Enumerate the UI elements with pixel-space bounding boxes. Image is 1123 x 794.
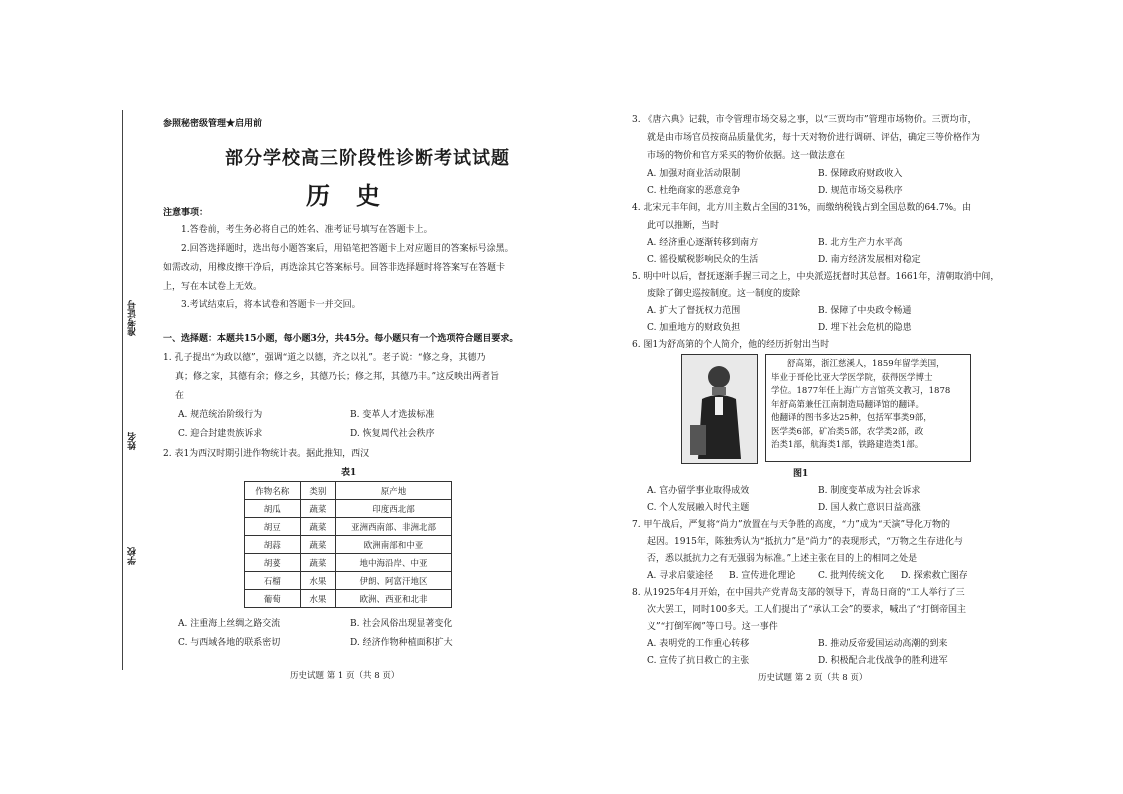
q5-option-a: A. 扩大了督抚权力范围 xyxy=(647,306,741,316)
q5-stem: 废除了御史巡按制度。这一制度的废除 xyxy=(647,289,801,299)
table-row xyxy=(245,554,452,572)
q5-stem: 5. 明中叶以后，督抚逐渐手握三司之上，中央派巡抚督时其总督。1661年，清朝取消中间， xyxy=(632,272,1000,282)
bio-line: 年舒高第兼任江南制造局翻译馆的翻译。 xyxy=(771,399,925,410)
notice-line: 如需改动，用橡皮擦干净后，再选涂其它答案标号。回答非选择题时将答案写在答题卡 xyxy=(163,263,506,273)
bio-line: 毕业于哥伦比亚大学医学院，获得医学博士 xyxy=(771,372,933,383)
q3-option-b: B. 保障政府财政收入 xyxy=(818,169,903,179)
bio-line: 医学类6部，矿冶类5部，农学类2部，政 xyxy=(771,426,924,437)
page-footer-left: 历史试题 第 1 页（共 8 页） xyxy=(290,671,400,681)
q4-option-b: B. 北方生产力水平高 xyxy=(818,238,903,248)
q1-option-a: A. 规范统治阶级行为 xyxy=(178,410,263,420)
table-header-row xyxy=(245,482,452,500)
q6-stem: 6. 图1为舒高第的个人简介，他的经历折射出当时 xyxy=(632,340,830,350)
notice-line: 上，写在本试卷上无效。 xyxy=(163,282,263,292)
q1-stem: 真；修之家，其德有余；修之乡，其德乃长；修之邦，其德乃丰。”这反映出两者旨 xyxy=(175,372,500,382)
table-cell: 蔬菜 xyxy=(300,518,335,536)
table-cell: 胡豆 xyxy=(245,518,301,536)
q3-stem: 市场的物价和官方采买的物价依据。这一做法意在 xyxy=(647,151,846,161)
bio-box xyxy=(765,354,971,462)
table-cell: 地中海沿岸、中亚 xyxy=(336,554,452,572)
table-header: 作物名称 xyxy=(245,482,301,500)
table-cell: 欧洲南部和中亚 xyxy=(336,536,452,554)
q7-stem: 否，悉以抵抗力之有无强弱为标准。”上述主张在目的上的相同之处是 xyxy=(647,554,918,564)
table-cell: 葡萄 xyxy=(245,590,301,608)
bio-line: 学位。1877年任上海广方言馆英文教习，1878 xyxy=(771,386,951,396)
name-label: 姓名 xyxy=(128,432,138,450)
table-cell: 石榴 xyxy=(245,572,301,590)
page-title: 部分学校高三阶段性诊断考试试题 xyxy=(225,148,510,169)
table-row xyxy=(245,536,452,554)
bio-line: 舒高第，浙江慈溪人，1859年留学美国， xyxy=(787,359,945,369)
table-header: 类别 xyxy=(300,482,335,500)
q1-option-d: D. 恢复周代社会秩序 xyxy=(350,429,435,439)
secrecy-label: 参照秘密级管理★启用前 xyxy=(163,119,263,129)
q1-option-b: B. 变革人才选拔标准 xyxy=(350,410,435,420)
notice-line: 1.答卷前，考生务必将自己的姓名、准考证号填写在答题卡上。 xyxy=(181,225,433,235)
q8-option-d: D. 积极配合北伐战争的胜利进军 xyxy=(818,656,948,666)
portrait-photo xyxy=(681,354,758,464)
table-cell: 胡蒜 xyxy=(245,536,301,554)
q7-option-d: D. 探索救亡图存 xyxy=(901,571,968,581)
q2-stem: 2. 表1为西汉时期引进作物统计表。据此推知，西汉 xyxy=(163,449,370,459)
table-cell: 印度西北部 xyxy=(336,500,452,518)
q5-option-c: C. 加重地方的财政负担 xyxy=(647,323,741,333)
q2-option-a: A. 注重海上丝绸之路交流 xyxy=(178,619,281,629)
q4-option-a: A. 经济重心逐渐转移到南方 xyxy=(647,238,759,248)
q3-stem: 3. 《唐六典》记载，市令管理市场交易之事，以“三贾均市”管理市场物价。三贾均市， xyxy=(632,115,977,125)
q7-stem: 起因。1915年，陈独秀认为“抵抗力”是“尚力”的表现形式，“万物之生存进化与 xyxy=(647,537,963,547)
q4-option-c: C. 徭役赋税影响民众的生活 xyxy=(647,255,759,265)
bio-line: 他翻译的图书多达25种，包括军事类9部， xyxy=(771,413,932,423)
table-row xyxy=(245,500,452,518)
table-row xyxy=(245,518,452,536)
q8-stem: 义”“打倒军阀”等口号。这一事件 xyxy=(647,622,778,632)
q8-stem: 8. 从1925年4月开始，在中国共产党青岛支部的领导下，青岛日商的“工人举行了三 xyxy=(632,588,965,598)
binding-line xyxy=(122,110,123,670)
q8-option-c: C. 宣传了抗日救亡的主张 xyxy=(647,656,750,666)
q3-option-c: C. 杜绝商家的恶意竞争 xyxy=(647,186,741,196)
q1-option-c: C. 迎合封建贵族诉求 xyxy=(178,429,263,439)
q3-option-a: A. 加强对商业活动限制 xyxy=(647,169,741,179)
school-label: 学校 xyxy=(128,547,138,565)
q8-option-b: B. 推动反帝爱国运动高潮的到来 xyxy=(818,639,948,649)
q4-stem: 此可以推断，当时 xyxy=(647,221,720,231)
table-cell: 水果 xyxy=(300,590,335,608)
bio-line: 治类1部，航海类1部，铁路建造类1部。 xyxy=(771,440,924,450)
q2-option-c: C. 与西域各地的联系密切 xyxy=(178,638,281,648)
table-header: 原产地 xyxy=(336,482,452,500)
q7-option-c: C. 批判传统文化 xyxy=(818,571,885,581)
q1-stem: 1. 孔子提出“为政以德”，强调“道之以德，齐之以礼”。老子说：“修之身，其德乃 xyxy=(163,353,486,363)
notice-line: 3.考试结束后，将本试卷和答题卡一并交回。 xyxy=(181,300,361,310)
table-row xyxy=(245,590,452,608)
q1-stem: 在 xyxy=(175,391,185,401)
crop-table xyxy=(244,481,452,608)
q5-option-b: B. 保障了中央政令畅通 xyxy=(818,306,912,316)
q8-option-a: A. 表明党的工作重心转移 xyxy=(647,639,750,649)
q7-option-b: B. 宣传进化理论 xyxy=(729,571,796,581)
q4-stem: 4. 北宋元丰年间，北方川主数占全国的31%，而缴纳税钱占到全国总数的64.7%。由 xyxy=(632,203,972,213)
exam-number-label: 准考证号 xyxy=(128,300,138,336)
table-cell: 胡荽 xyxy=(245,554,301,572)
table-cell: 伊朗、阿富汗地区 xyxy=(336,572,452,590)
q6-option-d: D. 国人救亡意识日益高涨 xyxy=(818,503,921,513)
q2-option-b: B. 社会风俗出现显著变化 xyxy=(350,619,453,629)
table-caption: 表1 xyxy=(341,468,357,478)
table-cell: 欧洲、西亚和北非 xyxy=(336,590,452,608)
table-cell: 蔬菜 xyxy=(300,536,335,554)
table-cell: 蔬菜 xyxy=(300,554,335,572)
table-row xyxy=(245,572,452,590)
table-cell: 亚洲西南部、非洲北部 xyxy=(336,518,452,536)
subject-title: 历史 xyxy=(306,181,406,210)
section-heading: 一、选择题：本题共15小题，每小题3分，共45分。每小题只有一个选项符合题目要求。 xyxy=(163,334,519,344)
q3-option-d: D. 规范市场交易秩序 xyxy=(818,186,903,196)
q8-stem: 次大罢工，同时100多天。工人们提出了“承认工会”的要求，喊出了“打倒帝国主 xyxy=(647,605,966,615)
table-cell: 水果 xyxy=(300,572,335,590)
figure-caption: 图1 xyxy=(793,469,809,479)
table-cell: 胡瓜 xyxy=(245,500,301,518)
q3-stem: 就是由市场官员按商品质量优劣，每十天对物价进行调研、评估，确定三等价格作为 xyxy=(647,133,981,143)
q6-option-a: A. 官办留学事业取得成效 xyxy=(647,486,750,496)
q7-stem: 7. 甲午战后，严复将“尚力”放置在与天争胜的高度，“力”成为“天演”导化万物的 xyxy=(632,520,951,530)
q7-option-a: A. 寻求启蒙途径 xyxy=(647,571,714,581)
q6-option-b: B. 制度变革成为社会诉求 xyxy=(818,486,921,496)
q2-option-d: D. 经济作物种植面积扩大 xyxy=(350,638,453,648)
notice-heading: 注意事项： xyxy=(163,208,209,218)
q6-option-c: C. 个人发展融入时代主题 xyxy=(647,503,750,513)
q4-option-d: D. 南方经济发展相对稳定 xyxy=(818,255,921,265)
page-footer-right: 历史试题 第 2 页（共 8 页） xyxy=(758,673,868,683)
table-cell: 蔬菜 xyxy=(300,500,335,518)
q5-option-d: D. 埋下社会危机的隐患 xyxy=(818,323,912,333)
notice-line: 2.回答选择题时，选出每小题答案后，用铅笔把答题卡上对应题目的答案标号涂黑。 xyxy=(181,244,514,254)
